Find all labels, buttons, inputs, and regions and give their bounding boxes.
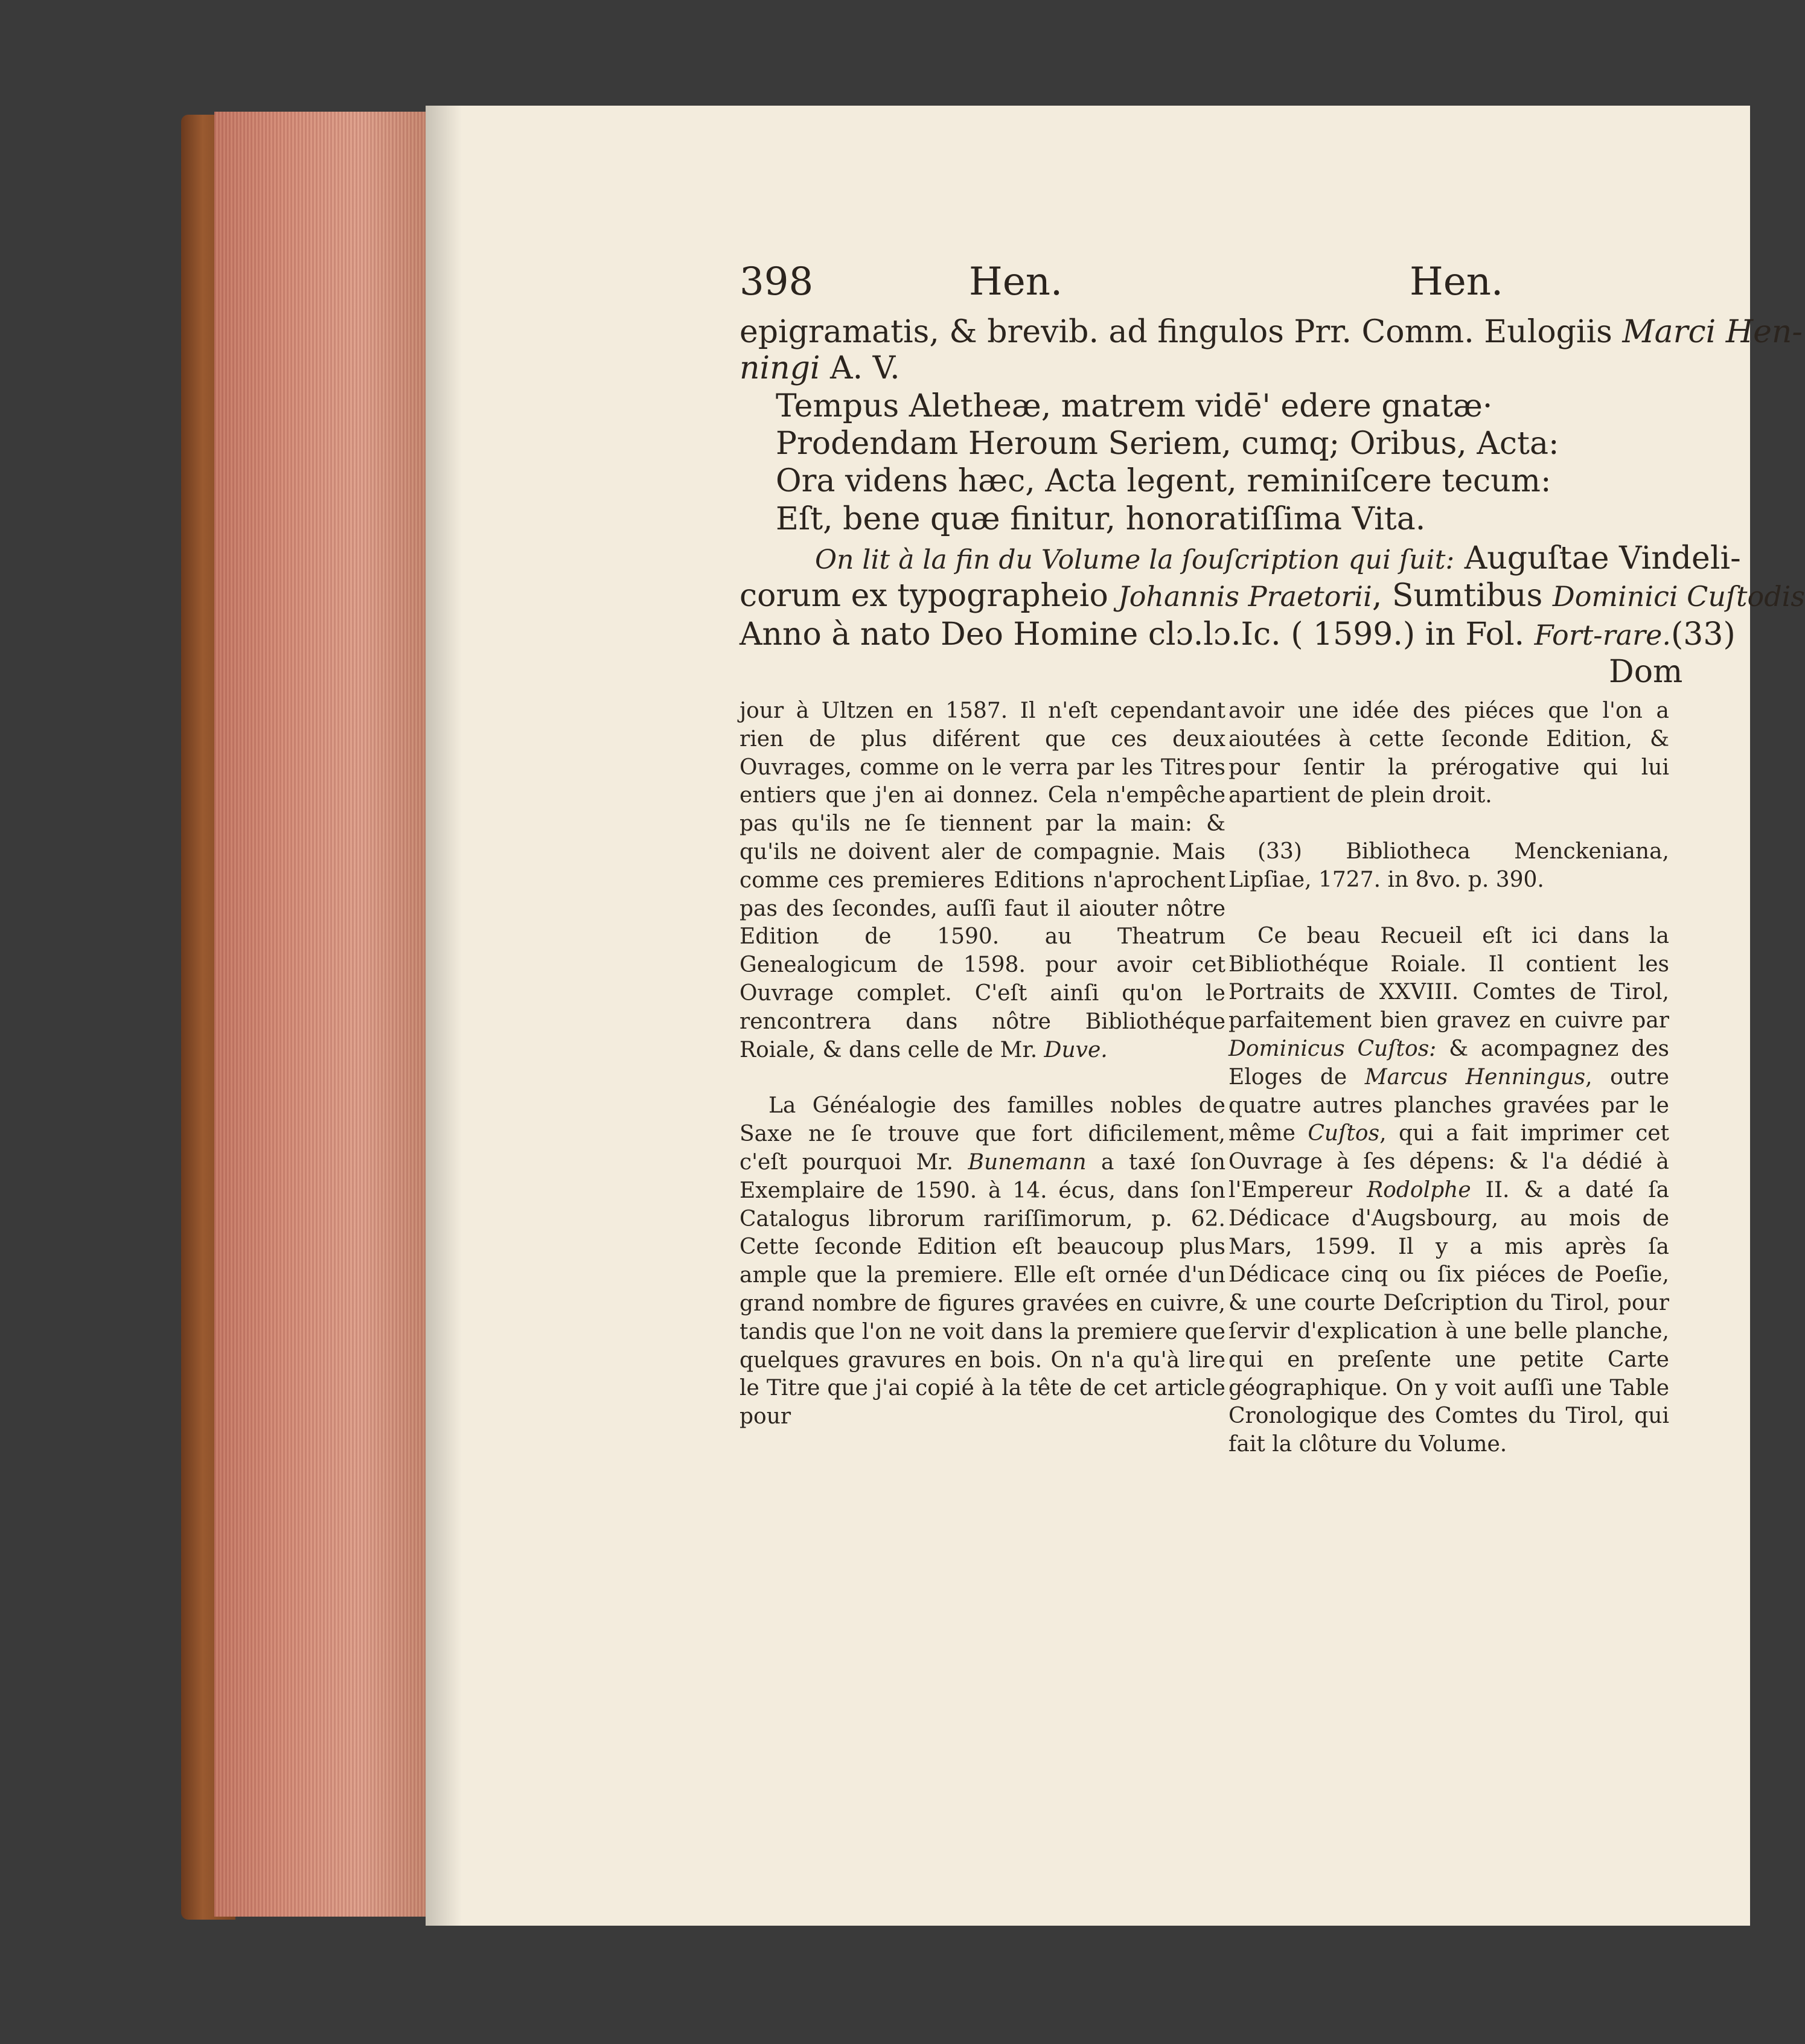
verse-line: Prodendam Heroum Seriem, cumq; Oribus, Acta: (776, 426, 1559, 462)
running-head-right: Hen. (1410, 260, 1504, 304)
right-column (1228, 697, 1669, 1459)
running-head-left: Hen. (969, 260, 1063, 304)
colophon-line-1: On lit à la fin du Volume la ſouſcription qui ſuit: Auguſtae Vindeli- (815, 540, 1741, 576)
left-column (740, 697, 1225, 1431)
paragraph: avoir une idée des piéces que l'on a aioutées à cette ſeconde Edition, & pour ſentir la prérogative qui lui apartient de plein droit. (1228, 698, 1669, 808)
gutter-shadow (426, 106, 462, 1926)
paragraph: jour à Ultzen en 1587. Il n'eſt cependant rien de plus diférent que ces deux Ouvrages, comme on le verra par les Titres entiers que j'en ai donnez. Cela n'empêche pas qu'ils ne ſe tiennent par la main: & qu'ils ne doivent aler de compagnie. Mais comme ces premieres Editions n'aprochent pas des ſecondes, auſſi faut il aiouter nôtre Edition de 1590. au Theatrum Genealogicum de 1598. pour avoir cet Ouvrage complet. C'eſt ainſi qu'on le rencontrera dans nôtre Bibliothéque Roiale, & dans celle de Mr. Duve. (740, 698, 1225, 1062)
book-page (426, 106, 1805, 1926)
page-number: 398 (740, 260, 814, 304)
colophon-line-3: Anno à nato Deo Homine clɔ.lɔ.Ic. ( 1599.) in Fol. Fort-rare.(33) (740, 616, 1736, 653)
paragraph: La Généalogie des familles nobles de Saxe ne ſe trouve que fort dificilement, c'eſt pourquoi Mr. Bunemann a taxé ſon Exemplaire de 1590. à 14. écus, dans ſon Catalogus librorum rariſſimorum, p. 62. Cette ſeconde Edition eſt beaucoup plus ample que la premiere. Elle eſt ornée d'un grand nombre de figures gravées en cuivre, tandis que l'on ne voit dans la premiere que quelques gravures en bois. On n'a qu'à lire le Titre que j'ai copié à la tête de cet article pour (740, 1093, 1226, 1429)
verse-line: Tempus Aletheæ, matrem vidē' edere gnatæ· (776, 388, 1493, 424)
catchword: Dom (1609, 654, 1683, 690)
colophon-line-2: corum ex typographeio Johannis Praetorii, Sumtibus Dominici Cuſtodis (740, 578, 1805, 614)
verse-line: Ora videns hæc, Acta legent, reminiſcere tecum: (776, 463, 1551, 499)
paragraph: Ce beau Recueil eſt ici dans la Bibliothéque Roiale. Il contient les Portraits de XXVIII. Comtes de Tirol, parfaitement bien gravez en cuivre par Dominicus Cuſtos: & acompagnez des Eloges de Marcus Henningus, outre quatre autres planches gravées par le même Cuſtos, qui a fait imprimer cet Ouvrage à ſes dépens: & l'a dédié à l'Empereur Rodolphe II. & a daté ſa Dédicace d'Augsbourg, au mois de Mars, 1599. Il y a mis après ſa Dédicace cinq ou ſix piéces de Poeſie, & une courte Deſcription du Tirol, pour ſervir d'explication à une belle planche, qui en preſente une petite Carte géographique. On y voit auſſi une Table Cronologique des Comtes du Tirol, qui fait la clôture du Volume. (1228, 923, 1669, 1457)
verse-line: Eſt, bene quæ finitur, honoratiſſima Vita. (776, 501, 1426, 537)
title-line-2: ningi A. V. (740, 350, 900, 386)
page-edges (214, 112, 426, 1917)
footnote: (33) Bibliotheca Menckeniana, Lipſiae, 1727. in 8vo. p. 390. (1228, 839, 1669, 892)
title-line-1: epigramatis, & brevib. ad fingulos Prr. Comm. Eulogiis Marci Hen- (740, 314, 1803, 350)
